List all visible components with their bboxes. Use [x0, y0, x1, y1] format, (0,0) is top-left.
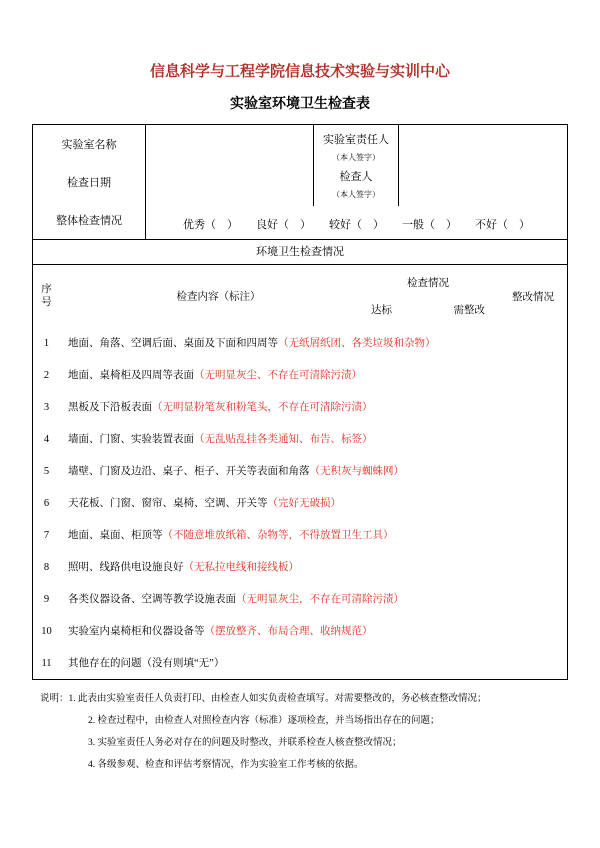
row-number: 11 [41, 657, 52, 669]
table-row [33, 359, 569, 391]
row-rectify-cell[interactable] [497, 423, 569, 455]
status-fix-label[interactable]: 需整改 [453, 305, 485, 316]
row-content-text: 各类仪器设备、空调等教学设施表面 [68, 593, 236, 605]
content-header-label: 检查内容（标注） [176, 291, 261, 303]
info-block [33, 125, 567, 240]
rating-option[interactable]: 良好（ ） [256, 218, 311, 231]
form-title: 实验室环境卫生检查表 [230, 97, 370, 112]
status-header-block [363, 269, 493, 323]
row-rectify-cell[interactable] [497, 519, 569, 551]
row-content-criteria: （无乱贴乱挂各类通知、布告、标签） [194, 433, 373, 445]
row-content [60, 423, 497, 455]
row-number: 1 [43, 337, 50, 349]
checklist-table [33, 265, 569, 679]
row-content-text: 实验室内桌椅柜和仪器设备等 [68, 625, 205, 637]
row-rectify-cell[interactable] [497, 647, 569, 679]
row-content-text: 地面、桌椅柜及四周等表面 [68, 369, 194, 381]
rating-option[interactable]: 优秀（ ） [183, 218, 238, 231]
checklist-header-row [33, 265, 569, 327]
row-content-criteria: （无积灰与蜘蛛网） [309, 465, 404, 477]
column-header-rectify: 整改情况 [512, 291, 554, 303]
row-number: 5 [43, 465, 50, 477]
row-content-criteria: （无纸屑纸团、各类垃圾和杂物） [278, 337, 436, 349]
rating-option[interactable]: 较好（ ） [329, 218, 384, 231]
row-content [60, 615, 497, 647]
row-rectify-cell[interactable] [497, 551, 569, 583]
responsible-person-label: 实验室责任人 [323, 134, 389, 147]
table-row [33, 487, 569, 519]
row-rectify-cell[interactable] [497, 583, 569, 615]
signature-labels-column [313, 125, 399, 206]
note-line: 说明：1. 此表由实验室责任人负责打印、由检查人如实负责检查填写。对需要整改的，务必核查整改情况； [40, 694, 487, 704]
rating-option[interactable]: 不好（ ） [475, 218, 530, 231]
overall-rating-options [146, 207, 567, 240]
table-row [33, 423, 569, 455]
row-rectify-cell[interactable] [497, 615, 569, 647]
row-content-text: 墙壁、门窗及边沿、桌子、柜子、开关等表面和角落 [68, 465, 310, 477]
row-content [60, 455, 497, 487]
row-content [60, 327, 497, 359]
row-content-criteria: （无明显灰尘，不存在可清除污渍） [236, 593, 404, 605]
note-line: 3. 实验室责任人务必对存在的问题及时整改，并联系检查人核查整改情况； [88, 738, 402, 748]
status-subheaders [363, 302, 493, 317]
footnotes [32, 688, 592, 776]
row-number: 10 [41, 625, 52, 637]
status-header-label: 检查情况 [407, 278, 449, 289]
row-content-criteria: （无明显粉笔灰和粉笔头，不存在可清除污渍） [152, 401, 373, 413]
row-content [60, 551, 497, 583]
column-header-number [33, 265, 60, 327]
row-content-text: 黑板及下沿板表面 [68, 401, 152, 413]
section-title: 环境卫生检查情况 [33, 240, 567, 265]
row-rectify-cell[interactable] [497, 359, 569, 391]
row-content-text: 照明、线路供电设施良好 [68, 561, 184, 573]
note-line: 4. 各级参观、检查和评估考察情况，作为实验室工作考核的依据。 [88, 760, 364, 770]
table-row [33, 647, 569, 679]
table-row [33, 391, 569, 423]
row-content-criteria: （无私拉电线和接线板） [183, 561, 299, 573]
checklist-body [33, 327, 569, 679]
row-rectify-cell[interactable] [497, 455, 569, 487]
row-content-text: 地面、角落、空调后面、桌面及下面和四周等 [68, 337, 278, 349]
table-row [33, 615, 569, 647]
row-content [60, 359, 497, 391]
row-content-text: 地面、桌面、柜顶等 [68, 529, 163, 541]
row-content-criteria: （摆放整齐、布局合理、收纳规范） [204, 625, 373, 637]
note-line: 2. 检查过程中，由检查人对照检查内容（标准）逐项检查，并当场指出存在的问题； [88, 716, 440, 726]
lab-name-label: 实验室名称 [61, 139, 117, 151]
row-content [60, 519, 497, 551]
table-row [33, 455, 569, 487]
row-number: 2 [43, 369, 50, 381]
number-header-char1: 序 [41, 284, 52, 295]
row-content-criteria: （完好无破损） [267, 497, 341, 509]
page-title: 信息科学与工程学院信息技术实验与实训中心 [149, 64, 450, 80]
row-number: 4 [43, 433, 50, 445]
rating-option[interactable]: 一般（ ） [402, 218, 457, 231]
table-row [33, 519, 569, 551]
row-number: 6 [43, 497, 50, 509]
inspector-label: 检查人 [339, 170, 373, 183]
row-content-text: 其他存在的问题（没有则填“无”） [68, 657, 225, 669]
row-content [60, 647, 497, 679]
row-content-text: 天花板、门窗、窗帘、桌椅、空调、开关等 [68, 497, 268, 509]
number-header-char2: 号 [41, 297, 52, 308]
row-content-criteria: （无明显灰尘、不存在可清除污渍） [194, 369, 362, 381]
table-row [33, 551, 569, 583]
row-content [60, 583, 497, 615]
column-header-content [60, 265, 497, 327]
row-number: 7 [43, 529, 50, 541]
row-number: 3 [43, 401, 50, 413]
row-content-text: 墙面、门窗、实验装置表面 [68, 433, 194, 445]
row-rectify-cell[interactable] [497, 391, 569, 423]
inspector-signature-note: （本人签字） [332, 189, 380, 199]
row-content [60, 487, 497, 519]
status-pass-label[interactable]: 达标 [371, 305, 392, 316]
row-number: 9 [43, 593, 50, 605]
row-rectify-cell[interactable] [497, 327, 569, 359]
responsible-signature-note: （本人签字） [332, 153, 380, 163]
info-labels-column [33, 125, 146, 239]
table-row [33, 327, 569, 359]
inspection-form-table [32, 124, 568, 680]
row-content [60, 391, 497, 423]
inspection-date-label: 检查日期 [67, 177, 111, 189]
row-content-criteria: （不随意堆放纸箱、杂物等，不得放置卫生工具） [162, 529, 394, 541]
overall-status-label: 整体检查情况 [56, 215, 122, 227]
row-number: 8 [43, 561, 50, 573]
row-rectify-cell[interactable] [497, 487, 569, 519]
table-row [33, 583, 569, 615]
